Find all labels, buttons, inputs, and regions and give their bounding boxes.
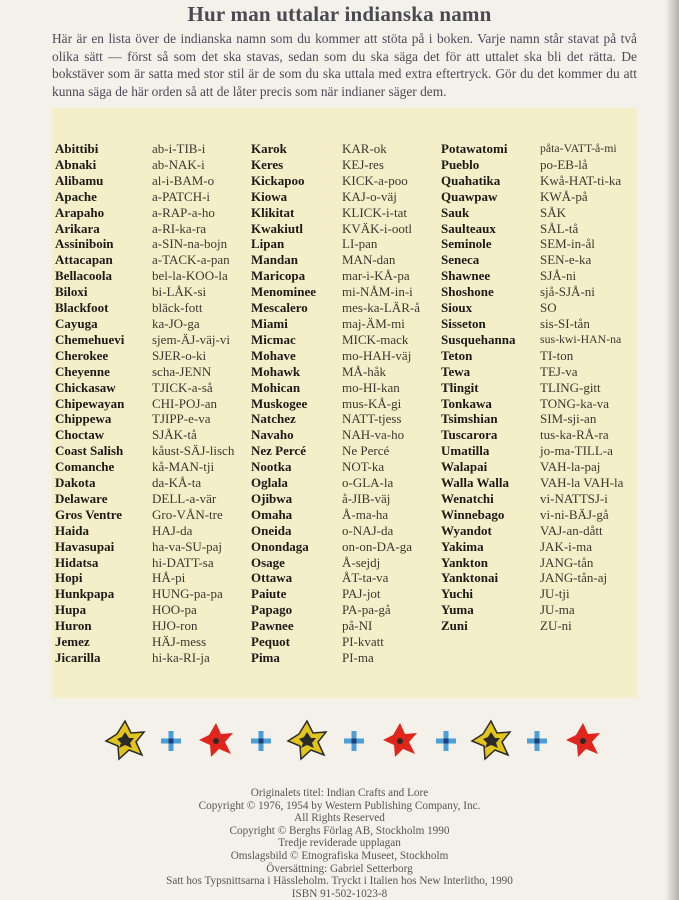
- pronunciation: al-i-BAM-o: [152, 172, 215, 188]
- pronunciation: KAR-ok: [342, 141, 387, 156]
- pronunciation: ab-NAK-i: [152, 156, 205, 172]
- tribe-name: Hupa: [55, 602, 87, 618]
- pronunciation: mar-i-KÅ-pa: [342, 268, 410, 284]
- pronunciation: HUNG-pa-pa: [152, 586, 223, 602]
- pronunciation: maj-ÄM-mi: [342, 315, 405, 331]
- names-column-1: [55, 141, 124, 666]
- tribe-name: Zuni: [441, 618, 468, 634]
- tribe-name: Sisseton: [441, 315, 486, 331]
- pronunciation: on-on-DA-ga: [342, 538, 413, 554]
- tribe-name: Micmac: [251, 331, 296, 347]
- tribe-name: Tlingit: [441, 379, 479, 395]
- tribe-name: Navaho: [251, 427, 294, 443]
- pronunciation: JAK-i-ma: [540, 538, 592, 554]
- tribe-name: Omaha: [251, 506, 293, 522]
- pronunciation: TEJ-va: [540, 363, 578, 379]
- tribe-name: Jicarilla: [55, 650, 101, 665]
- pronunciation: mo-HI-kan: [342, 379, 400, 395]
- pronunciation: SJER-o-ki: [152, 347, 207, 363]
- red-star-icon: [566, 723, 600, 757]
- pronunciation: JANG-tån-aj: [540, 570, 608, 586]
- pronunciation: a-RAP-a-ho: [152, 204, 215, 220]
- tribe-name: Havasupai: [55, 538, 115, 554]
- pronunciation: ha-va-SU-paj: [152, 538, 223, 554]
- tribe-name: Umatilla: [441, 443, 490, 459]
- pronunciation: VAH-la-paj: [540, 459, 601, 475]
- tribe-name: Shoshone: [441, 284, 494, 300]
- pronunciation: ka-JO-ga: [152, 315, 200, 331]
- tribe-name: Sioux: [441, 300, 473, 316]
- pronunciation: vi-NATTSJ-i: [540, 490, 608, 506]
- pronunciation: HOO-pa: [152, 602, 197, 618]
- tribe-name: Attacapan: [55, 252, 113, 268]
- tribe-name: Bellacoola: [55, 268, 113, 284]
- tribe-name: Teton: [441, 347, 473, 363]
- pronunciation: SEN-e-ka: [540, 252, 592, 268]
- pronunciation: a-SIN-na-bojn: [152, 236, 228, 252]
- pronunciation: SJÅK-tå: [152, 427, 197, 443]
- tribe-name: Jemez: [55, 634, 90, 650]
- pronunciation: Kwå-HAT-ti-ka: [540, 172, 622, 188]
- tribe-name: Yuma: [441, 602, 474, 618]
- tribe-name: Kickapoo: [251, 172, 305, 188]
- tribe-name: Arapaho: [55, 204, 105, 220]
- names-column-3: [441, 141, 515, 634]
- tribe-name: Tewa: [441, 363, 471, 379]
- tribe-name: Tonkawa: [441, 395, 492, 411]
- pronunciation: JU-tji: [540, 586, 570, 602]
- yellow-star-icon: [472, 721, 510, 759]
- pronunciation: Å-ma-ha: [342, 506, 389, 522]
- pronunciation: mes-ka-LÄR-å: [342, 300, 420, 316]
- copyright-credits: [0, 787, 679, 900]
- pronunciation: DELL-a-vär: [152, 490, 217, 506]
- pronunciation: KLICK-i-tat: [342, 204, 407, 220]
- tribe-name: Kiowa: [251, 188, 288, 204]
- pronunciation: KAJ-o-väj: [342, 188, 397, 204]
- pronunciation: tus-ka-RÅ-ra: [540, 427, 609, 443]
- pronunciation: vi-ni-BÄJ-gå: [540, 506, 609, 522]
- tribe-name: Natchez: [251, 411, 296, 427]
- pronunciation: TONG-ka-va: [540, 395, 610, 411]
- tribe-name: Tuscarora: [441, 427, 498, 443]
- credit-line: ISBN 91-502-1023-8: [291, 887, 388, 900]
- pronunciation-table: [52, 108, 637, 698]
- pronunciation: TLING-gitt: [540, 379, 601, 395]
- pronunciation: SO: [540, 300, 557, 316]
- pronunciation: HÄJ-mess: [152, 634, 207, 650]
- page-edge-shadow: [665, 0, 679, 900]
- tribe-name: Keres: [251, 156, 284, 172]
- tribe-name: Winnebago: [441, 506, 505, 522]
- red-star-icon: [199, 723, 233, 757]
- pronunciation: o-NAJ-da: [342, 522, 394, 538]
- pronunciation: mi-NÅM-in-i: [342, 284, 413, 300]
- tribe-name: Tsimshian: [441, 411, 498, 427]
- tribe-name: Sauk: [441, 204, 470, 220]
- pronunciation: KWÅ-på: [540, 188, 588, 204]
- pronunciation: MAN-dan: [342, 252, 396, 268]
- tribe-name: Haida: [55, 522, 89, 538]
- tribe-name: Cheyenne: [55, 363, 110, 379]
- pronunciation: Gro-VÅN-tre: [152, 506, 223, 522]
- tribe-name: Pueblo: [441, 156, 480, 172]
- pronunciation: mo-HAH-väj: [342, 347, 412, 363]
- tribe-name: Potawatomi: [441, 141, 508, 156]
- pronunciation: a-RI-ka-ra: [152, 220, 207, 236]
- decorative-star-border: [95, 717, 615, 765]
- tribe-name: Mohave: [251, 347, 296, 363]
- tribe-name: Walapai: [441, 459, 488, 475]
- red-star-icon: [383, 723, 417, 757]
- pronunciation: po-EB-lå: [540, 156, 588, 172]
- pronunciation: JANG-tån: [540, 554, 594, 570]
- blue-cross-icon: [161, 731, 181, 751]
- tribe-name: Kwakiutl: [251, 220, 304, 236]
- yellow-star-icon: [106, 721, 144, 759]
- pronunciation: ZU-ni: [540, 618, 572, 634]
- tribe-name: Biloxi: [55, 284, 88, 300]
- tribe-name: Dakota: [55, 475, 96, 491]
- pronunciation: påta-VATT-å-mi: [540, 141, 617, 155]
- tribe-name: Cherokee: [55, 347, 109, 363]
- tribe-name: Yakima: [441, 538, 484, 554]
- tribe-name: Yuchi: [441, 586, 474, 602]
- pronunciation: SEM-in-ål: [540, 236, 595, 252]
- pronunciation: sjem-ÄJ-väj-vi: [152, 331, 230, 347]
- pronunciation: HÅ-pi: [152, 570, 186, 586]
- tribe-name: Pawnee: [251, 618, 294, 634]
- tribe-name: Ottawa: [251, 570, 293, 586]
- tribe-name: Hopi: [55, 570, 83, 586]
- pronunciation: scha-JENN: [152, 363, 212, 379]
- credit-line: Originalets titel: Indian Crafts and Lore: [250, 787, 429, 799]
- tribe-name: Miami: [251, 315, 288, 331]
- pronunciation: bi-LÅK-si: [152, 284, 207, 300]
- tribe-name: Chemehuevi: [55, 331, 125, 347]
- pronunciation: sjå-SJÅ-ni: [540, 284, 595, 300]
- tribe-name: Susquehanna: [441, 331, 516, 347]
- tribe-name: Alibamu: [55, 172, 104, 188]
- pronunciation: HAJ-da: [152, 522, 193, 538]
- pronunciation: MICK-mack: [342, 331, 409, 347]
- intro-paragraph: Här är en lista över de indianska namn som du kommer att stöta på i boken. Varje namn står stavat på två olika sätt — först så som det ska stavas, sedan som du ska säga det för att uttalet ska bli det rätta. De bokstäver som är satta med stor stil är de som du ska uttala med extra eftertryck. Gör du det kommer du att kunna säga de här orden så att de låter precis som när indianer säger dem.: [52, 31, 637, 99]
- pronunciation-column-2: [342, 141, 420, 666]
- tribe-name: Mohawk: [251, 363, 301, 379]
- pronunciation: bläck-fott: [152, 300, 203, 316]
- pronunciation: CHI-POJ-an: [152, 395, 217, 411]
- pronunciation: SIM-sji-an: [540, 411, 597, 427]
- pronunciation: NAH-va-ho: [342, 427, 405, 443]
- tribe-name: Coast Salish: [55, 443, 124, 459]
- tribe-name: Gros Ventre: [55, 506, 123, 522]
- pronunciation: hi-ka-RI-ja: [152, 650, 210, 665]
- tribe-name: Walla Walla: [441, 475, 510, 491]
- credit-line: Copyright © 1976, 1954 by Western Publishing Company, Inc.: [198, 799, 481, 812]
- tribe-name: Chipewayan: [55, 395, 125, 411]
- pronunciation: TI-ton: [540, 347, 574, 363]
- yellow-star-icon: [288, 721, 326, 759]
- pronunciation: kå-MAN-tji: [152, 459, 215, 475]
- pronunciation: KICK-a-poo: [342, 172, 408, 188]
- tribe-name: Choctaw: [55, 427, 105, 443]
- pronunciation: NOT-ka: [342, 459, 385, 475]
- pronunciation: a-TACK-a-pan: [152, 252, 230, 268]
- credit-line: Tredje reviderade upplagan: [278, 837, 401, 850]
- blue-cross-icon: [436, 731, 456, 751]
- pronunciation: Ne Percé: [342, 443, 390, 459]
- tribe-name: Klikitat: [251, 204, 295, 220]
- tribe-name: Abittibi: [55, 141, 99, 156]
- tribe-name: Lipan: [251, 236, 285, 252]
- pronunciation: SÅL-tå: [540, 220, 579, 236]
- pronunciation: ab-i-TIB-i: [152, 141, 206, 156]
- tribe-name: Pima: [251, 650, 280, 665]
- tribe-name: Delaware: [55, 490, 108, 506]
- tribe-name: Abnaki: [55, 156, 97, 172]
- blue-cross-icon: [527, 731, 547, 751]
- pronunciation: NATT-tjess: [342, 411, 402, 427]
- tribe-name: Oglala: [251, 475, 288, 491]
- blue-cross-icon: [251, 731, 271, 751]
- credit-line: Copyright © Berghs Förlag AB, Stockholm 1990: [229, 824, 450, 837]
- tribe-name: Hidatsa: [55, 554, 99, 570]
- pronunciation: mus-KÅ-gi: [342, 395, 402, 411]
- pronunciation: MÅ-håk: [342, 363, 387, 379]
- tribe-name: Assiniboin: [55, 236, 114, 252]
- pronunciation: TJIPP-e-va: [152, 411, 211, 427]
- pronunciation: JU-ma: [540, 602, 575, 618]
- pronunciation: o-GLA-la: [342, 475, 394, 491]
- tribe-name: Comanche: [55, 459, 115, 475]
- tribe-name: Ojibwa: [251, 490, 293, 506]
- credit-line: Omslagsbild © Etnografiska Museet, Stockholm: [230, 849, 449, 862]
- pronunciation: da-KÅ-ta: [152, 475, 202, 491]
- tribe-name: Apache: [55, 188, 97, 204]
- tribe-name: Mandan: [251, 252, 298, 268]
- pronunciation: PI-kvatt: [342, 634, 384, 650]
- tribe-name: Osage: [251, 554, 285, 570]
- pronunciation: SJÅ-ni: [540, 268, 577, 284]
- pronunciation: TJICK-a-så: [152, 379, 213, 395]
- pronunciation-column-3: [540, 141, 623, 634]
- tribe-name: Chippewa: [55, 411, 112, 427]
- tribe-name: Karok: [251, 141, 287, 156]
- credit-line: All Rights Reserved: [294, 812, 385, 825]
- pronunciation: på-NI: [342, 618, 373, 634]
- tribe-name: Pequot: [251, 634, 290, 650]
- tribe-name: Nootka: [251, 459, 292, 475]
- tribe-name: Oneida: [251, 522, 292, 538]
- tribe-name: Blackfoot: [55, 300, 109, 316]
- pronunciation: Å-sejdj: [342, 554, 381, 570]
- tribe-name: Arikara: [55, 220, 100, 236]
- tribe-name: Hunkpapa: [55, 586, 115, 602]
- pronunciation: a-PATCH-i: [152, 188, 211, 204]
- pronunciation: PI-ma: [342, 650, 374, 665]
- pronunciation: sus-kwi-HAN-na: [540, 331, 622, 346]
- pronunciation: PAJ-jot: [342, 586, 381, 602]
- credit-line: Översättning: Gabriel Setterborg: [266, 862, 413, 875]
- tribe-name: Huron: [55, 618, 92, 634]
- tribe-name: Mohican: [251, 379, 301, 395]
- tribe-name: Quawpaw: [441, 188, 498, 204]
- tribe-name: Papago: [251, 602, 293, 618]
- pronunciation: KVÄK-i-ootl: [342, 220, 413, 236]
- tribe-name: Paiute: [251, 586, 287, 602]
- credit-line: Satt hos Typsnittsarna i Hässleholm. Tryckt i Italien hos New Interlitho, 1990: [166, 875, 513, 888]
- pronunciation: ÅT-ta-va: [342, 570, 389, 586]
- pronunciation: SÅK: [540, 204, 567, 220]
- pronunciation: kåust-SÄJ-lisch: [152, 443, 235, 459]
- pronunciation: HJO-ron: [152, 618, 198, 634]
- page-title: Hur man uttalar indianska namn: [187, 2, 492, 26]
- tribe-name: Yankton: [441, 554, 488, 570]
- pronunciation: PA-pa-gå: [342, 602, 391, 618]
- pronunciation: jo-ma-TILL-a: [540, 443, 613, 459]
- tribe-name: Quahatika: [441, 172, 501, 188]
- tribe-name: Cayuga: [55, 315, 98, 331]
- tribe-name: Maricopa: [251, 268, 306, 284]
- pronunciation: VAJ-an-dått: [540, 522, 603, 538]
- tribe-name: Saulteaux: [441, 220, 496, 236]
- tribe-name: Mescalero: [251, 300, 308, 316]
- pronunciation: å-JIB-väj: [342, 490, 391, 506]
- tribe-name: Muskogee: [251, 395, 308, 411]
- tribe-name: Nez Percé: [251, 443, 306, 459]
- tribe-name: Menominee: [251, 284, 316, 300]
- tribe-name: Seminole: [441, 236, 492, 252]
- pronunciation: hi-DATT-sa: [152, 554, 214, 570]
- pronunciation-column-1: [152, 141, 234, 666]
- tribe-name: Shawnee: [441, 268, 491, 284]
- pronunciation: bel-la-KOO-la: [152, 268, 228, 284]
- tribe-name: Wyandot: [441, 522, 492, 538]
- blue-cross-icon: [344, 731, 364, 751]
- tribe-name: Onondaga: [251, 538, 309, 554]
- pronunciation: LI-pan: [342, 236, 378, 252]
- tribe-name: Chickasaw: [55, 379, 116, 395]
- tribe-name: Seneca: [441, 252, 480, 268]
- pronunciation: VAH-la VAH-la: [540, 475, 624, 491]
- names-column-2: [251, 141, 316, 666]
- pronunciation: sis-SI-tån: [540, 315, 590, 331]
- tribe-name: Wenatchi: [441, 490, 494, 506]
- pronunciation: KEJ-res: [342, 156, 384, 172]
- tribe-name: Yanktonai: [441, 570, 499, 586]
